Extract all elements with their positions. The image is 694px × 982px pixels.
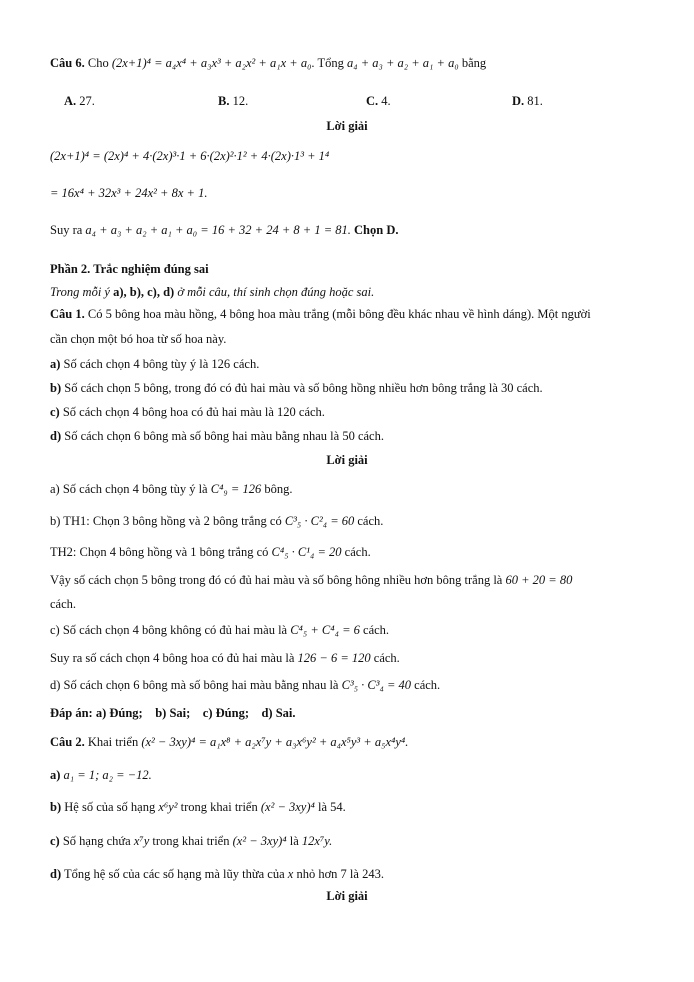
- option-b: [218, 93, 248, 109]
- section-instruction: [50, 284, 374, 300]
- instruction-text: Trong mỗi ý: [50, 285, 110, 299]
- statement-text: là: [289, 834, 299, 848]
- question-label: Câu 2.: [50, 735, 85, 749]
- solution-heading: Lời giải: [326, 119, 368, 133]
- solution-line: = 16x⁴ + 32x³ + 24x² + 8x + 1.: [50, 186, 208, 200]
- statement-text: Số cách chọn 5 bông, trong đó có đủ hai màu và số bông hồng nhiều hơn bông trắng là 30 cách.: [64, 381, 543, 395]
- statement-a: [50, 356, 259, 372]
- statement-b: [50, 380, 543, 396]
- formula: (x² − 3xy)⁴ = a₁x⁸ + a₂x⁷y + a₃x⁶y² + a₄x⁵y³ + a₅x⁴y⁴.: [141, 735, 409, 749]
- statement-text: Số cách chọn 4 bông hoa có đủ hai màu là 120 cách.: [62, 405, 325, 419]
- instruction-text: ở mỗi câu, thí sinh chọn đúng hoặc sai.: [177, 285, 375, 299]
- solution-line: [50, 572, 572, 588]
- solution-text: cách.: [344, 545, 371, 559]
- solution-line: [50, 622, 389, 638]
- formula: (x² − 3xy)⁴: [232, 834, 287, 848]
- formula: x⁶y²: [158, 800, 178, 814]
- formula: C⁴₉ = 126: [210, 482, 262, 496]
- solution-text: cách.: [357, 514, 384, 528]
- formula: (x² − 3xy)⁴: [260, 800, 315, 814]
- solution-text: Vậy số cách chọn 5 bông trong đó có đủ hai màu và số bông hông nhiều hơn bông trắng là: [50, 573, 503, 587]
- solution-text: TH2: Chọn 4 bông hồng và 1 bông trắng có: [50, 545, 269, 559]
- option-value: 81.: [527, 94, 543, 108]
- statement-key: a): [50, 357, 61, 371]
- option-letter: C.: [366, 94, 379, 108]
- solution-line: [50, 513, 383, 529]
- statement-c: [50, 404, 325, 420]
- option-value: 4.: [381, 94, 391, 108]
- statement-d: [50, 866, 384, 882]
- solution-text: c) Số cách chọn 4 bông không có đủ hai màu là: [50, 623, 288, 637]
- statement-key: b): [50, 381, 62, 395]
- statement-text: trong khai triển: [152, 834, 230, 848]
- option-letter: D.: [512, 94, 525, 108]
- section-title: Phần 2. Trắc nghiệm đúng sai: [50, 262, 209, 276]
- formula: 126 − 6 = 120: [297, 651, 371, 665]
- answer-key: Đáp án: a) Đúng; b) Sai; c) Đúng; d) Sai.: [50, 706, 296, 720]
- solution-line: (2x+1)⁴ = (2x)⁴ + 4·(2x)³·1 + 6·(2x)²·1² + 4·(2x)·1³ + 1⁴: [50, 149, 330, 163]
- chosen-answer: Chọn D.: [354, 223, 399, 237]
- formula: C³₅ · C³₄ = 40: [341, 678, 412, 692]
- question-text: Có 5 bông hoa màu hồng, 4 bông hoa màu trắng (mỗi bông đều khác nhau về hình dáng). Một người: [87, 307, 591, 321]
- formula: C⁴₅ + C⁴₄ = 6: [290, 623, 360, 637]
- option-d: [512, 93, 543, 109]
- solution-text: cách.: [373, 651, 400, 665]
- statement-text: trong khai triển: [180, 800, 258, 814]
- instruction-items: a), b), c), d): [113, 285, 175, 299]
- question-text: . Tổng: [311, 56, 344, 70]
- statement-text: Số cách chọn 4 bông tùy ý là 126 cách.: [63, 357, 260, 371]
- question-text: bằng: [461, 56, 487, 70]
- statement-text: Hệ số của số hạng: [64, 800, 156, 814]
- solution-text: cách.: [414, 678, 441, 692]
- solution-heading: Lời giải: [326, 453, 368, 467]
- question-text: cần chọn một bó hoa từ số hoa này.: [50, 332, 227, 346]
- formula: C³₅ · C²₄ = 60: [284, 514, 355, 528]
- solution-text: a) Số cách chọn 4 bông tùy ý là: [50, 482, 208, 496]
- statement-b: [50, 799, 346, 815]
- statement-key: a): [50, 768, 61, 782]
- option-a: [64, 93, 95, 109]
- solution-line: [50, 481, 292, 497]
- statement-key: d): [50, 867, 62, 881]
- formula: a₄ + a₃ + a₂ + a₁ + a₀ = 16 + 32 + 24 + 8 + 1 = 81.: [85, 223, 351, 237]
- statement-text: Tổng hệ số của các số hạng mà lũy thừa của: [64, 867, 285, 881]
- statement-key: b): [50, 800, 62, 814]
- statement-key: c): [50, 405, 60, 419]
- question-2: [50, 734, 408, 750]
- statement-text: Số cách chọn 6 bông mà số bông hai màu bằng nhau là 50 cách.: [64, 429, 384, 443]
- solution-text: cách.: [50, 597, 77, 611]
- option-value: 12.: [232, 94, 249, 108]
- formula: 60 + 20 = 80: [505, 573, 573, 587]
- solution-text: Suy ra: [50, 223, 83, 237]
- option-value: 27.: [79, 94, 95, 108]
- formula: a₁ = 1; a₂ = −12.: [63, 768, 152, 782]
- solution-text: d) Số cách chọn 6 bông mà số bông hai màu bằng nhau là: [50, 678, 339, 692]
- statement-c: [50, 833, 332, 849]
- solution-text: cách.: [363, 623, 390, 637]
- solution-text: Suy ra số cách chọn 4 bông hoa có đủ hai màu là: [50, 651, 295, 665]
- statement-a: [50, 767, 152, 783]
- question-1: [50, 306, 591, 322]
- solution-text: b) TH1: Chọn 3 bông hồng và 2 bông trắng có: [50, 514, 282, 528]
- option-letter: B.: [218, 94, 230, 108]
- question-label: Câu 1.: [50, 307, 85, 321]
- statement-text: Số hạng chứa: [62, 834, 131, 848]
- formula: x: [287, 867, 294, 881]
- solution-heading: Lời giải: [326, 889, 368, 903]
- solution-line: [50, 650, 400, 666]
- question-6: [50, 55, 486, 71]
- question-label: Câu 6.: [50, 56, 85, 70]
- formula: a₄ + a₃ + a₂ + a₁ + a₀: [346, 56, 459, 70]
- statement-text: là 54.: [317, 800, 346, 814]
- formula: x⁷y: [133, 834, 150, 848]
- solution-text: bông.: [264, 482, 293, 496]
- question-text: Cho: [87, 56, 109, 70]
- solution-line: [50, 677, 440, 693]
- option-c: [366, 93, 391, 109]
- solution-line: [50, 222, 398, 238]
- formula: C⁴₅ · C¹₄ = 20: [271, 545, 342, 559]
- formula: 12x⁷y.: [301, 834, 333, 848]
- statement-key: c): [50, 834, 60, 848]
- statement-d: [50, 428, 384, 444]
- solution-line: [50, 544, 371, 560]
- option-letter: A.: [64, 94, 77, 108]
- formula: (2x+1)⁴ = a₄x⁴ + a₃x³ + a₂x² + a₁x + a₀: [111, 56, 312, 70]
- statement-text: nhỏ hơn 7 là 243.: [296, 867, 384, 881]
- question-text: Khai triển: [87, 735, 139, 749]
- statement-key: d): [50, 429, 62, 443]
